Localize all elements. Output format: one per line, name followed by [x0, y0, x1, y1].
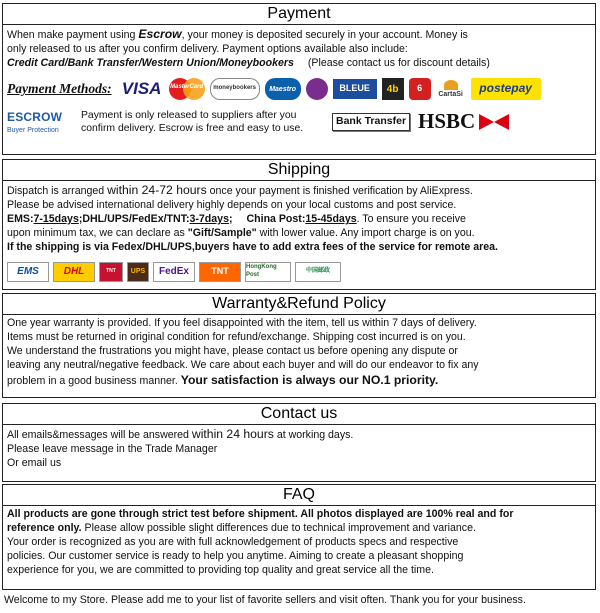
- shipping-line-2: Please be advised international delivery highly depends on your local customs and post service.: [7, 199, 457, 212]
- hsbc-hexagon-icon: [479, 114, 509, 130]
- warranty-line-3: We understand the frustrations you might have, please contact us before opening any dispute or: [7, 345, 458, 358]
- faq-title: FAQ: [3, 485, 595, 506]
- footer-welcome-text: Welcome to my Store. Please add me to your list of favorite sellers and visit often. Thank you for your business.: [4, 594, 526, 606]
- warranty-line-4: leaving any neutral/negative feedback. We care about each buyer and will do our endeavor to fix any: [7, 359, 479, 372]
- hsbc-logo: HSBC: [418, 108, 509, 136]
- 4b-logo: 4b: [382, 78, 404, 100]
- escrow-row: [7, 106, 591, 138]
- maestro-logo: Maestro: [265, 78, 301, 100]
- warranty-section: [2, 293, 596, 398]
- carte-bleue-logo: BLEUE: [333, 79, 377, 99]
- warranty-title: Warranty&Refund Policy: [3, 294, 595, 315]
- dhl-logo: DHL: [53, 262, 95, 282]
- payment-line-2: only released to us after you confirm delivery. Payment options available also include:: [7, 43, 408, 56]
- escrow-description: Payment is only released to suppliers after you confirm delivery. Escrow is free and easy to use.: [81, 110, 304, 135]
- china-post-logo: 中国邮政: [295, 262, 341, 282]
- ems-logo: EMS: [7, 262, 49, 282]
- mastercard-logo: MasterCard: [169, 78, 205, 100]
- escrow-logo: ESCROW Buyer Protection: [7, 109, 63, 134]
- postepay-logo: postepay: [471, 78, 541, 100]
- shipping-line-3: EMS:7-15days;DHL/UPS/FedEx/TNT:3-7days; China Post:15-45days. To ensure you receive: [7, 213, 466, 226]
- cartasi-logo: CartaSi: [436, 77, 466, 101]
- ups-logo: UPS: [127, 262, 149, 282]
- contact-section: [2, 403, 596, 482]
- contact-line-2: Please leave message in the Trade Manager: [7, 443, 218, 456]
- tnt-small-logo: TNT: [99, 262, 123, 282]
- swirl-card-logo: [306, 78, 328, 100]
- shipping-line-1: Dispatch is arranged within 24-72 hours once your payment is finished verification by AliExpress.: [7, 183, 473, 197]
- hongkong-post-logo: HongKong Post: [245, 262, 291, 282]
- shipping-line-5: If the shipping is via Fedex/DHL/UPS,buyers have to add extra fees of the service for remote area.: [7, 241, 499, 254]
- warranty-line-2: Items must be returned in original condition for refund/exchange. Shipping cost incurred is on you.: [7, 331, 466, 344]
- payment-line-3: Credit Card/Bank Transfer/Western Union/Moneybookers (Please contact us for discount details): [7, 57, 490, 70]
- shipping-title: Shipping: [3, 160, 595, 181]
- contact-line-1: All emails&messages will be answered within 24 hours at working days.: [7, 427, 354, 441]
- payment-methods-label: Payment Methods:: [7, 81, 112, 97]
- tnt-logo: TNT: [199, 262, 241, 282]
- payment-title: Payment: [3, 4, 595, 25]
- shipping-section: [2, 159, 596, 290]
- shipping-line-4: upon minimum tax, we can declare as "Gift/Sample" with lower value. Any import charge is on you.: [7, 227, 475, 240]
- faq-line-3: Your order is recognized as you are with full acknowledgement of products specs and respective: [7, 536, 459, 549]
- visa-logo: VISA: [121, 79, 162, 99]
- contact-line-3: Or email us: [7, 457, 62, 470]
- moneybookers-logo: moneybookers: [210, 78, 260, 100]
- payment-methods-row: [7, 74, 591, 104]
- bank-transfer-logo: Bank Transfer: [332, 113, 410, 131]
- faq-line-2: reference only. Please allow possible slight differences due to technical improvement and variance.: [7, 522, 476, 535]
- carrier-logos: [7, 261, 591, 283]
- warranty-line-1: One year warranty is provided. If you feel disappointed with the item, tell us within 7 days of delivery.: [7, 317, 477, 329]
- faq-line-5: experience for you, we are committed to providing top quality and great service all the time.: [7, 564, 434, 577]
- faq-line-1: All products are gone through strict test before shipment. All photos displayed are 100% real and for: [7, 508, 514, 520]
- payment-line-1: When make payment using Escrow, your money is deposited securely in your account. Money is: [7, 27, 468, 41]
- faq-section: [2, 484, 596, 590]
- fedex-logo: FedEx: [153, 262, 195, 282]
- 6000-logo: 6: [409, 78, 431, 100]
- payment-section: [2, 3, 596, 155]
- faq-line-4: policies. Our customer service is ready to help you anytime. Aiming to create a pleasant shopping: [7, 550, 464, 563]
- contact-title: Contact us: [3, 404, 595, 425]
- warranty-line-5: problem in a good business manner. Your satisfaction is always our NO.1 priority.: [7, 373, 439, 388]
